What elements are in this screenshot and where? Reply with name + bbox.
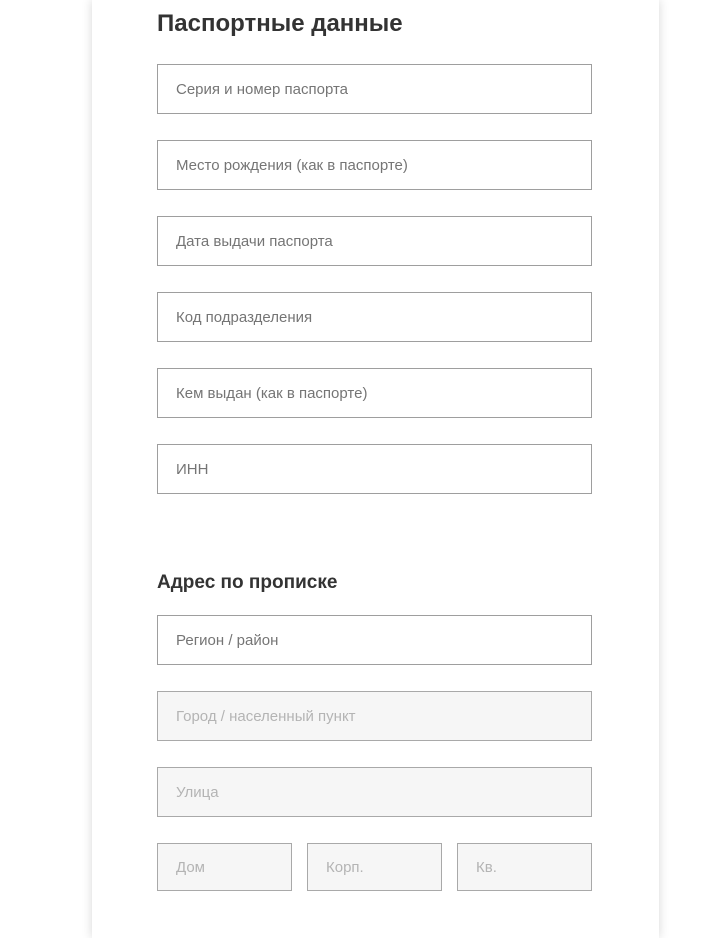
department-code-input[interactable] [157,292,592,342]
issued-by-input[interactable] [157,368,592,418]
building-input [307,843,442,891]
inn-input[interactable] [157,444,592,494]
passport-issue-date-input[interactable] [157,216,592,266]
form-card [92,0,659,938]
city-input [157,691,592,741]
passport-data-heading: Паспортные данные [157,10,403,37]
region-district-input[interactable] [157,615,592,665]
house-building-apartment-row [157,843,659,891]
passport-series-number-input[interactable] [157,64,592,114]
house-input [157,843,292,891]
street-input [157,767,592,817]
registration-address-heading: Адрес по прописке [157,572,338,593]
apartment-input [457,843,592,891]
birth-place-input[interactable] [157,140,592,190]
